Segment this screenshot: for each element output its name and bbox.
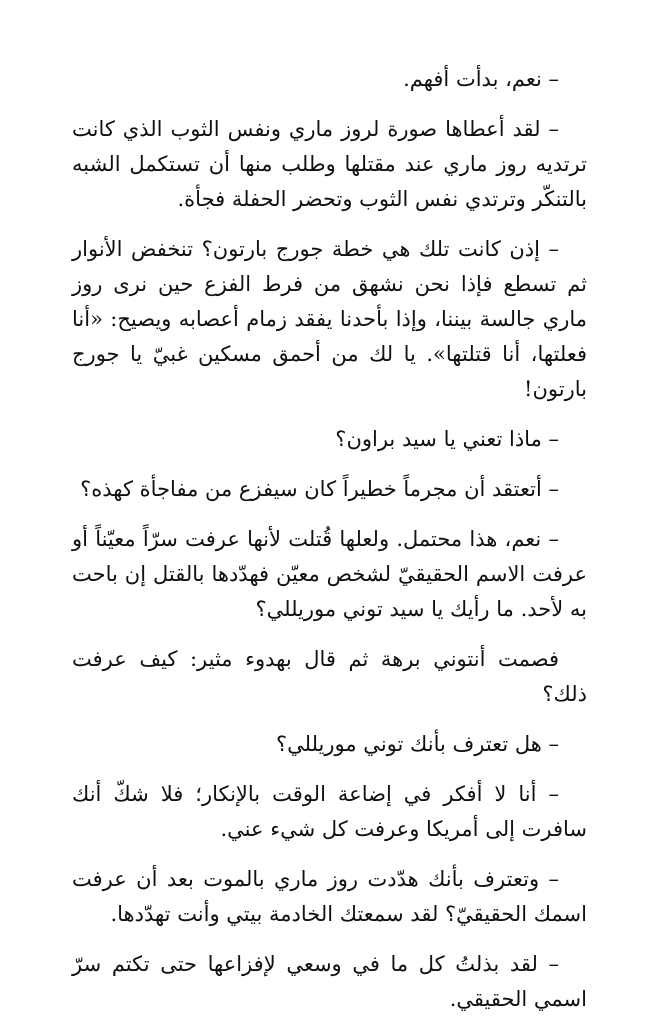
book-page bbox=[72, 62, 587, 1032]
paragraph-5: – أتعتقد أن مجرماً خطيراً كان سيفزع من مفاجأة كهذه؟ bbox=[80, 477, 559, 501]
paragraph-4: – ماذا تعني يا سيد براون؟ bbox=[335, 427, 559, 451]
paragraph-7: فصمت أنتوني برهة ثم قال بهدوء مثير: كيف عرفت ذلك؟ bbox=[72, 647, 587, 706]
paragraph-1: – نعم، بدأت أفهم. bbox=[403, 67, 559, 91]
paragraph-3: – إذن كانت تلك هي خطة جورج بارتون؟ تنخفض الأنوار ثم تسطع فإذا نحن نشهق من فرط الفزع حين نرى روز ماري جالسة بيننا، وإذا بأحدنا يفقد زمام أعصابه ويصيح: «أنا فعلتها، أنا قتلتها». يا لك من أحمق مسكين غبيّ يا جورج بارتون! bbox=[72, 237, 587, 401]
paragraph-6: – نعم، هذا محتمل. ولعلها قُتلت لأنها عرفت سرّاً معيّناً أو عرفت الاسم الحقيقيّ لشخص معيّن فهدّدها بالقتل إن باحت به لأحد. ما رأيك يا سيد توني موريللي؟ bbox=[72, 527, 587, 621]
paragraph-2: – لقد أعطاها صورة لروز ماري ونفس الثوب الذي كانت ترتديه روز ماري عند مقتلها وطلب منها أن تستكمل الشبه بالتنكّر وترتدي نفس الثوب وتحضر الحفلة فجأة. bbox=[72, 117, 587, 211]
paragraph-8: – هل تعترف بأنك توني موريللي؟ bbox=[276, 732, 559, 756]
paragraph-11: – لقد بذلتُ كل ما في وسعي لإفزاعها حتى تكتم سرّ اسمي الحقيقي. bbox=[72, 952, 587, 1011]
paragraph-9: – أنا لا أفكر في إضاعة الوقت بالإنكار؛ فلا شكّ أنك سافرت إلى أمريكا وعرفت كل شيء عني. bbox=[72, 782, 587, 841]
paragraph-10: – وتعترف بأنك هدّدت روز ماري بالموت بعد أن عرفت اسمك الحقيقيّ؟ لقد سمعتك الخادمة بيتي وأنت تهدّدها. bbox=[72, 867, 587, 926]
